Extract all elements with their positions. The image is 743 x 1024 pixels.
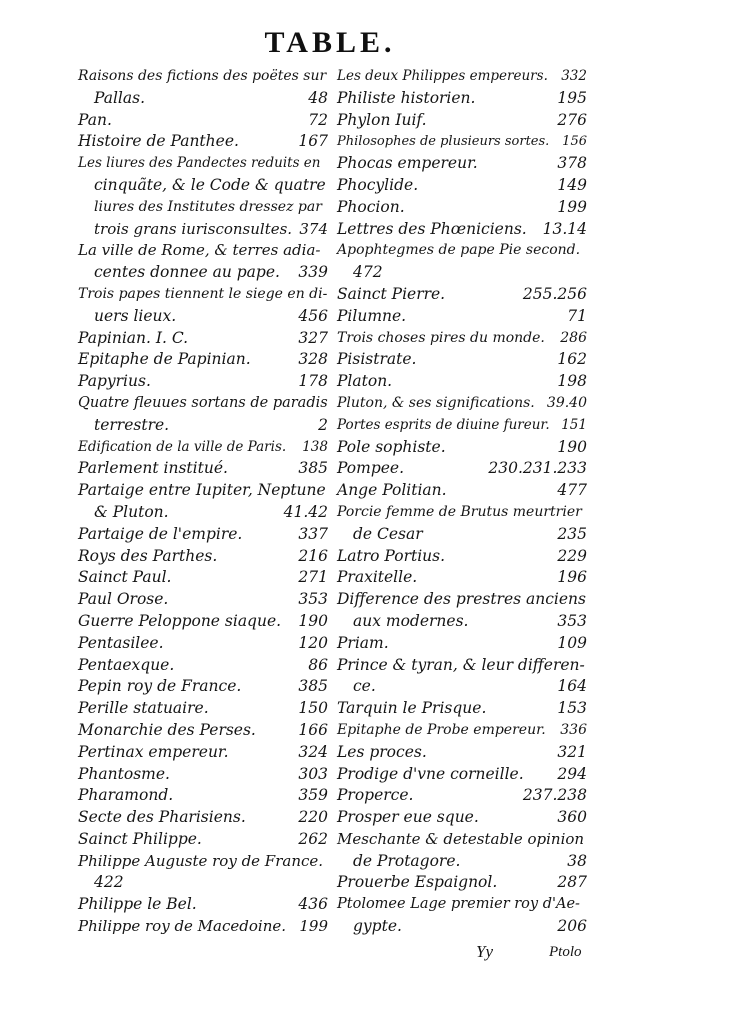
index-entry-text: Les deux Philippes empereurs. [337,68,548,84]
page-reference: 178 [298,372,328,391]
index-entry-line [78,153,328,175]
index-entry-line [78,88,328,110]
index-entry-text: Tarquin le Prisque. [337,699,487,718]
page-reference: 374 [299,219,328,238]
index-entry-line [337,524,587,546]
index-entry-line [78,720,328,742]
index-entry-line [337,676,587,698]
page-reference: 286 [560,329,587,346]
index-entry-text: Portes esprits de diuine fureur. [337,416,550,433]
index-entry-line [78,611,328,633]
index-entry-text: Epitaphe de Papinian. [78,350,251,369]
index-entry-text: Les liures des Pandectes reduits en [78,155,321,172]
page-reference: 235 [557,524,587,543]
page-reference: 138 [302,438,328,455]
index-entry-line [78,764,328,786]
index-entry-line [78,197,328,219]
index-entry-text: Pentaexque. [78,655,175,674]
index-entry-text: Histoire de Panthee. [78,132,239,151]
index-entry-line [337,437,587,459]
page-reference: 206 [557,917,587,936]
page-reference: 166 [298,720,328,739]
index-entry-text: Papinian. I. C. [78,328,189,347]
index-entry-line [337,764,587,786]
index-entry-text: Prosper eue sque. [337,808,479,827]
page-reference: 255.256 [522,284,587,303]
page-reference: 332 [561,68,587,84]
index-entry-text: Sainct Pierre. [337,284,446,303]
index-entry-text: Philiste historien. [337,88,476,107]
index-entry-line [337,66,587,88]
index-entry-line [78,306,328,328]
index-entry-text: Platon. [337,372,393,391]
index-entry-text: Porcie femme de Brutus meurtrier [337,503,582,520]
page-reference: 287 [557,873,587,892]
page-reference: 150 [298,699,328,718]
index-entry-line [78,328,328,350]
index-entry-text: Sainct Philippe. [78,829,202,848]
index-entry-line [78,415,328,437]
index-entry-text: Pentasilee. [78,633,164,652]
index-entry-text: Roys des Parthes. [78,546,218,565]
index-entry-line [337,655,587,677]
index-entry-text: Philosophes de plusieurs sortes. [337,134,550,150]
page-reference: 199 [299,917,328,936]
index-entry-line [337,872,587,894]
index-entry-text: Phantosme. [78,764,170,783]
index-entry-line [337,349,587,371]
page-reference: 456 [298,306,328,325]
page-reference: 48 [308,88,328,107]
page-reference: 162 [557,350,587,369]
index-entry-text: Ange Politian. [337,481,447,500]
index-entry-text: & Pluton. [94,502,169,521]
index-entry-text: Pan. [78,110,112,129]
page-reference: 190 [557,437,587,456]
index-entry-line [337,262,587,284]
page-reference: 13.14 [542,219,587,238]
index-entry-line [78,349,328,371]
index-entry-line [337,131,587,153]
page-reference: 156 [562,134,587,150]
index-entry-line [337,916,587,938]
index-entry-text: Philippe roy de Macedoine. [78,917,287,936]
index-entry-line [337,393,587,415]
index-entry-text: Sainct Paul. [78,568,172,587]
index-entry-text: liures des Institutes dressez par [94,198,322,215]
page-reference: 237.238 [522,786,587,805]
index-entry-line [78,480,328,502]
index-entry-text: aux modernes. [353,611,469,630]
page-reference: 72 [308,110,328,129]
index-entry-text: Perille statuaire. [78,699,209,718]
index-entry-text: Quatre fleuues sortans de paradis [78,394,328,411]
index-entry-line [78,371,328,393]
index-entry-line [337,546,587,568]
signature-mark: Yy [476,942,493,961]
page-reference: 167 [298,132,328,151]
index-entry-text: Les proces. [337,742,427,761]
index-entry-text: Difference des prestres anciens [337,590,586,609]
index-entry-text: Pertinax empereur. [78,742,229,761]
index-entry-line [78,851,328,873]
page-reference: 86 [308,655,328,674]
index-entry-text: Epitaphe de Probe empereur. [337,721,546,738]
index-entry-line [337,240,587,262]
page-reference: 109 [557,633,587,652]
index-entry-text: Latro Portius. [337,546,446,565]
index-entry-line [337,153,587,175]
page-title: TABLE. [264,26,396,59]
index-entry-line [337,742,587,764]
index-entry-line [78,66,328,88]
index-entry-line [78,676,328,698]
page-reference: 276 [557,110,587,129]
index-entry-line [78,785,328,807]
index-entry-text: Papyrius. [78,372,151,391]
index-entry-line [337,480,587,502]
index-entry-line [78,458,328,480]
index-entry-text: Partaige entre Iupiter, Neptune [78,481,326,500]
index-entry-text: Trois choses pires du monde. [337,329,545,346]
index-entry-line [337,720,587,742]
index-entry-line [337,110,587,132]
index-entry-text: Prouerbe Espaignol. [337,873,498,892]
index-entry-line [337,197,587,219]
page-reference: 199 [557,197,587,216]
index-entry-text: Parlement institué. [78,459,228,478]
index-entry-text: de Cesar [353,524,423,543]
index-entry-text: Pallas. [94,88,146,107]
index-entry-text: Prodige d'vne corneille. [337,764,524,783]
index-entry-text: Partaige de l'empire. [78,524,243,543]
page-reference: 151 [561,416,587,433]
index-entry-text: Philippe le Bel. [78,895,197,914]
index-entry-line [337,284,587,306]
page-reference: 337 [298,524,328,543]
page-reference: 216 [298,546,328,565]
index-entry-line [337,829,587,851]
page-reference: 378 [557,154,587,173]
index-entry-text: cinquãte, & le Code & quatre [94,175,326,194]
index-entry-line [78,807,328,829]
index-entry-line [78,240,328,262]
index-entry-line [78,393,328,415]
index-entry-text: 472 [353,263,383,282]
index-entry-text: Lettres des Phœniciens. [337,219,527,238]
index-entry-line [337,611,587,633]
index-entry-line [337,306,587,328]
index-entry-line [337,698,587,720]
index-entry-line [78,872,328,894]
index-entry-line [78,742,328,764]
page-reference: 327 [298,328,328,347]
index-entry-text: Monarchie des Perses. [78,720,256,739]
page-reference: 220 [298,808,328,827]
page-reference: 164 [557,677,587,696]
index-entry-text: Properce. [337,786,414,805]
index-entry-line [78,829,328,851]
index-entry-text: Phocion. [337,197,405,216]
index-entry-line [337,807,587,829]
page-reference: 149 [557,175,587,194]
page-reference: 230.231.233 [488,459,587,478]
index-entry-text: Phocylide. [337,175,419,194]
index-entry-text: Edification de la ville de Paris. [78,438,287,455]
index-entry-line [337,328,587,350]
index-entry-line [78,219,328,241]
page-reference: 195 [557,88,587,107]
index-column-left [78,66,328,938]
page-reference: 71 [567,306,587,325]
index-entry-text: Pharamond. [78,786,174,805]
index-entry-text: Raisons des fictions des poëtes sur [78,68,327,84]
page-reference: 262 [298,829,328,848]
page-reference: 198 [557,372,587,391]
index-entry-line [337,458,587,480]
index-entry-line [78,284,328,306]
index-entry-line [78,589,328,611]
page-reference: 324 [298,742,328,761]
index-entry-text: 422 [94,873,124,892]
page-reference: 294 [557,764,587,783]
index-entry-text: Ptolomee Lage premier roy d'Ae- [337,896,580,913]
index-entry-text: Pompee. [337,459,405,478]
page-reference: 359 [298,786,328,805]
index-entry-line [337,785,587,807]
index-entry-text: Pilumne. [337,306,407,325]
index-entry-text: terrestre. [94,415,170,434]
page-reference: 339 [298,263,328,282]
index-entry-text: Paul Orose. [78,590,169,609]
index-entry-line [337,371,587,393]
index-entry-text: Trois papes tiennent le siege en di- [78,285,328,302]
index-entry-line [78,894,328,916]
index-entry-line [337,589,587,611]
page-reference: 120 [298,633,328,652]
index-entry-line [78,110,328,132]
index-entry-text: Pepin roy de France. [78,677,242,696]
index-entry-line [337,633,587,655]
page-reference: 353 [298,590,328,609]
page-reference: 39.40 [546,394,587,411]
index-entry-line [78,262,328,284]
index-entry-text: Priam. [337,633,389,652]
page-reference: 303 [298,764,328,783]
index-entry-line [337,894,587,916]
page-reference: 38 [567,851,587,870]
page-reference: 229 [557,546,587,565]
index-entry-text: Meschante & detestable opinion [337,829,585,848]
index-entry-line [337,175,587,197]
index-column-right [337,66,587,938]
index-entry-text: trois grans iurisconsultes. [94,219,293,238]
index-entry-line [337,567,587,589]
page-reference: 328 [298,350,328,369]
index-entry-line [337,502,587,524]
page-reference: 41.42 [283,502,328,521]
page-reference: 196 [557,568,587,587]
index-entry-text: Phylon Iuif. [337,110,427,129]
catchword: Ptolo [549,944,582,960]
index-entry-text: ce. [353,677,376,696]
page-reference: 436 [298,895,328,914]
index-entry-line [78,131,328,153]
page-reference: 271 [298,568,328,587]
page-reference: 477 [557,481,587,500]
index-entry-line [78,546,328,568]
index-entry-line [78,567,328,589]
index-entry-text: Pole sophiste. [337,437,446,456]
page-reference: 385 [298,677,328,696]
index-entry-text: Philippe Auguste roy de France. [78,851,324,870]
page-reference: 153 [557,699,587,718]
index-entry-line [78,437,328,459]
index-entry-line [78,524,328,546]
index-entry-line [337,851,587,873]
page-reference: 321 [557,742,587,761]
index-entry-text: La ville de Rome, & terres adia- [78,241,321,260]
index-entry-text: Phocas empereur. [337,154,478,173]
index-entry-text: Secte des Pharisiens. [78,808,246,827]
index-entry-line [337,415,587,437]
index-entry-text: gypte. [353,917,402,936]
index-entry-text: Apophtegmes de pape Pie second. [337,242,581,259]
index-entry-text: Prince & tyran, & leur differen- [337,655,585,674]
page-reference: 385 [298,459,328,478]
index-entry-text: Pluton, & ses significations. [337,394,535,411]
page-reference: 360 [557,808,587,827]
index-entry-line [337,219,587,241]
page-reference: 353 [557,611,587,630]
index-entry-text: uers lieux. [94,306,177,325]
index-entry-line [78,916,328,938]
page-reference: 336 [560,721,587,738]
page-reference: 190 [298,611,328,630]
page-reference: 2 [318,415,328,434]
index-entry-text: centes donnee au pape. [94,263,280,282]
index-entry-text: Pisistrate. [337,350,417,369]
index-entry-line [337,88,587,110]
index-entry-line [78,655,328,677]
index-entry-line [78,175,328,197]
index-entry-line [78,633,328,655]
index-entry-line [78,698,328,720]
index-entry-line [78,502,328,524]
index-entry-text: Guerre Peloppone siaque. [78,611,282,630]
index-entry-text: de Protagore. [353,851,461,870]
index-entry-text: Praxitelle. [337,568,418,587]
